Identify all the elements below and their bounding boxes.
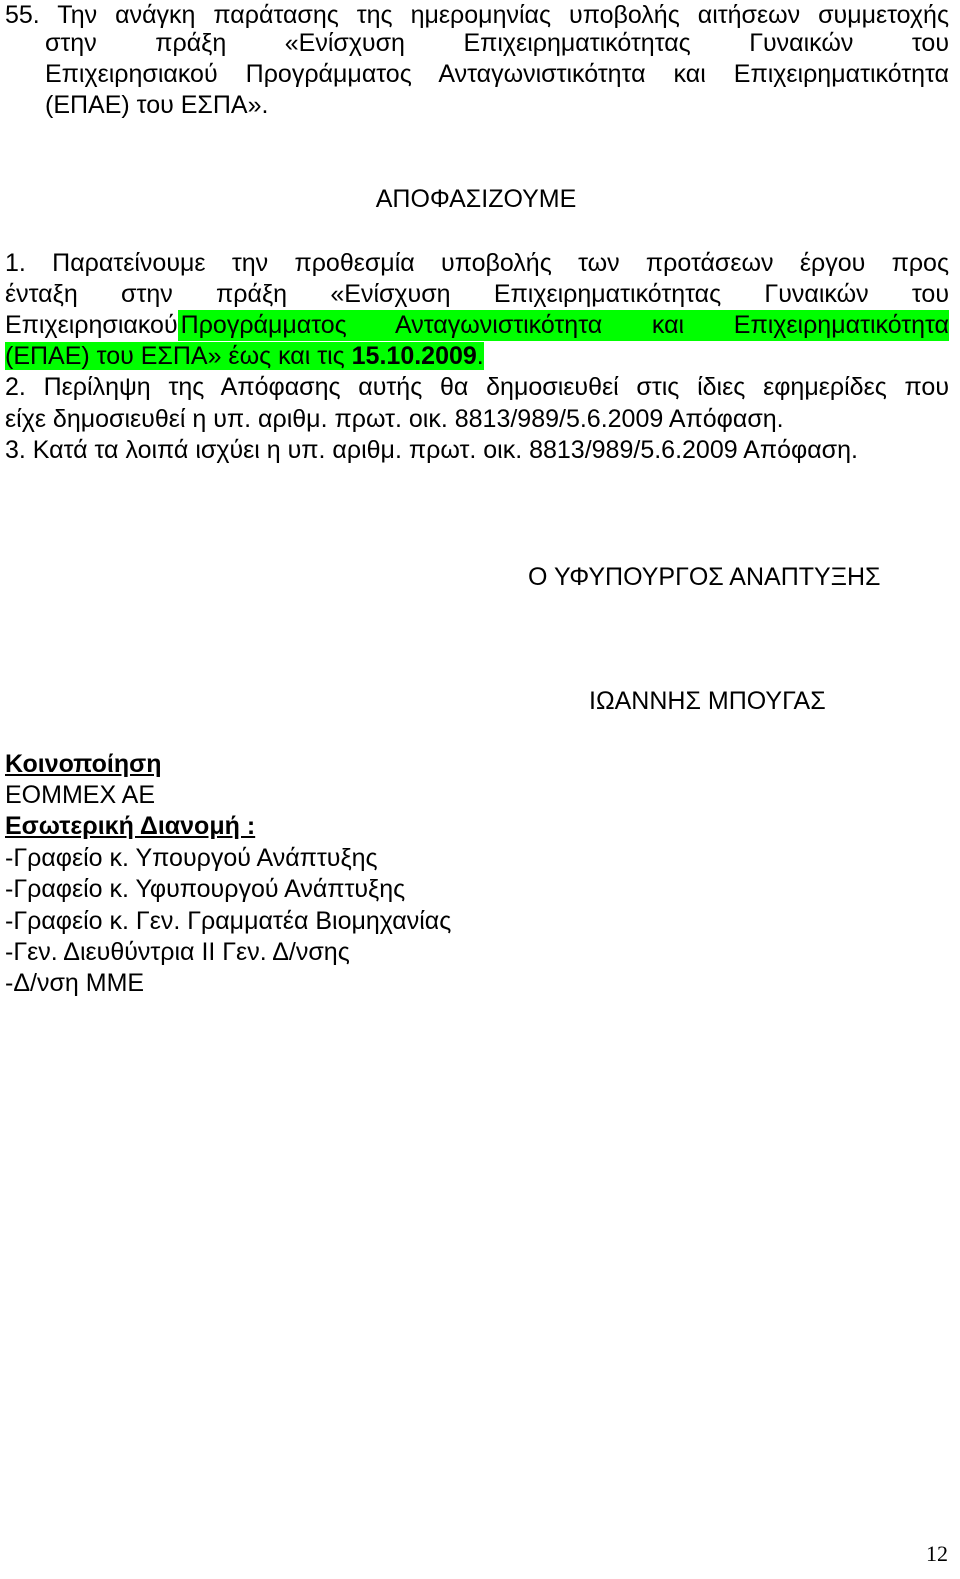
distribution-item: -Γραφείο κ. Υφυπουργού Ανάπτυξης: [5, 875, 406, 903]
decision1-line1: 1. Παρατείνουμε την προθεσμία υποβολής των προτάσεων έργου προς: [5, 249, 949, 277]
decision2-line2: είχε δημοσιευθεί η υπ. αριθμ. πρωτ. οικ. 8813/989/5.6.2009 Απόφαση.: [5, 405, 784, 433]
signature-title: Ο ΥΦΥΠΟΥΡΓΟΣ ΑΝΑΠΤΥΞΗΣ: [528, 563, 881, 591]
decision1-line3-highlight-wrap: [178, 310, 949, 341]
item55-line3: Επιχειρησιακού Προγράμματος Ανταγωνιστικότητα και Επιχειρηματικότητα: [45, 60, 949, 88]
decision1-line3-plain: Επιχειρησιακού: [5, 311, 178, 339]
decision1-line4-end: .: [476, 342, 484, 370]
notification-recipient: ΕΟΜΜΕΧ ΑΕ: [5, 781, 156, 809]
item55-line2: στην πράξη «Ενίσχυση Επιχειρηματικότητας Γυναικών του: [45, 29, 949, 57]
internal-distribution-heading: Εσωτερική Διανομή :: [5, 812, 256, 840]
signature-name: ΙΩΑΝΝΗΣ ΜΠΟΥΓΑΣ: [589, 687, 826, 715]
item55-line4: (ΕΠΑΕ) του ΕΣΠΑ».: [45, 91, 269, 119]
notification-heading: Κοινοποίηση: [5, 750, 162, 778]
decision1-line4: [5, 341, 949, 372]
decision1-line2: ένταξη στην πράξη «Ενίσχυση Επιχειρηματικότητας Γυναικών του: [5, 280, 949, 308]
distribution-item: -Γραφείο κ. Υπουργού Ανάπτυξης: [5, 844, 378, 872]
decision1-line4-text: (ΕΠΑΕ) του ΕΣΠΑ» έως και τις: [5, 342, 352, 370]
decision2-line1: 2. Περίληψη της Απόφασης αυτής θα δημοσιευθεί στις ίδιες εφημερίδες που: [5, 373, 949, 401]
decision1-line3-highlight: Προγράμματος Ανταγωνιστικότητα και Επιχειρηματικότητα: [180, 311, 949, 339]
decision-heading: ΑΠΟΦΑΣΙΖΟΥΜΕ: [375, 185, 577, 213]
decision3-line: 3. Κατά τα λοιπά ισχύει η υπ. αριθμ. πρωτ. οικ. 8813/989/5.6.2009 Απόφαση.: [5, 436, 858, 464]
distribution-item: -Δ/νση ΜΜΕ: [5, 969, 145, 997]
decision1-line4-highlight: [5, 342, 484, 370]
decision1-date: 15.10.2009: [351, 342, 477, 370]
page-number: 12: [926, 1541, 948, 1566]
distribution-item: -Γραφείο κ. Γεν. Γραμματέα Βιομηχανίας: [5, 907, 452, 935]
decision1-line3: [5, 310, 949, 341]
item55-line1: 55. Την ανάγκη παράτασης της ημερομηνίας υποβολής αιτήσεων συμμετοχής: [5, 1, 949, 29]
distribution-item: -Γεν. Διευθύντρια ΙΙ Γεν. Δ/νσης: [5, 938, 350, 966]
